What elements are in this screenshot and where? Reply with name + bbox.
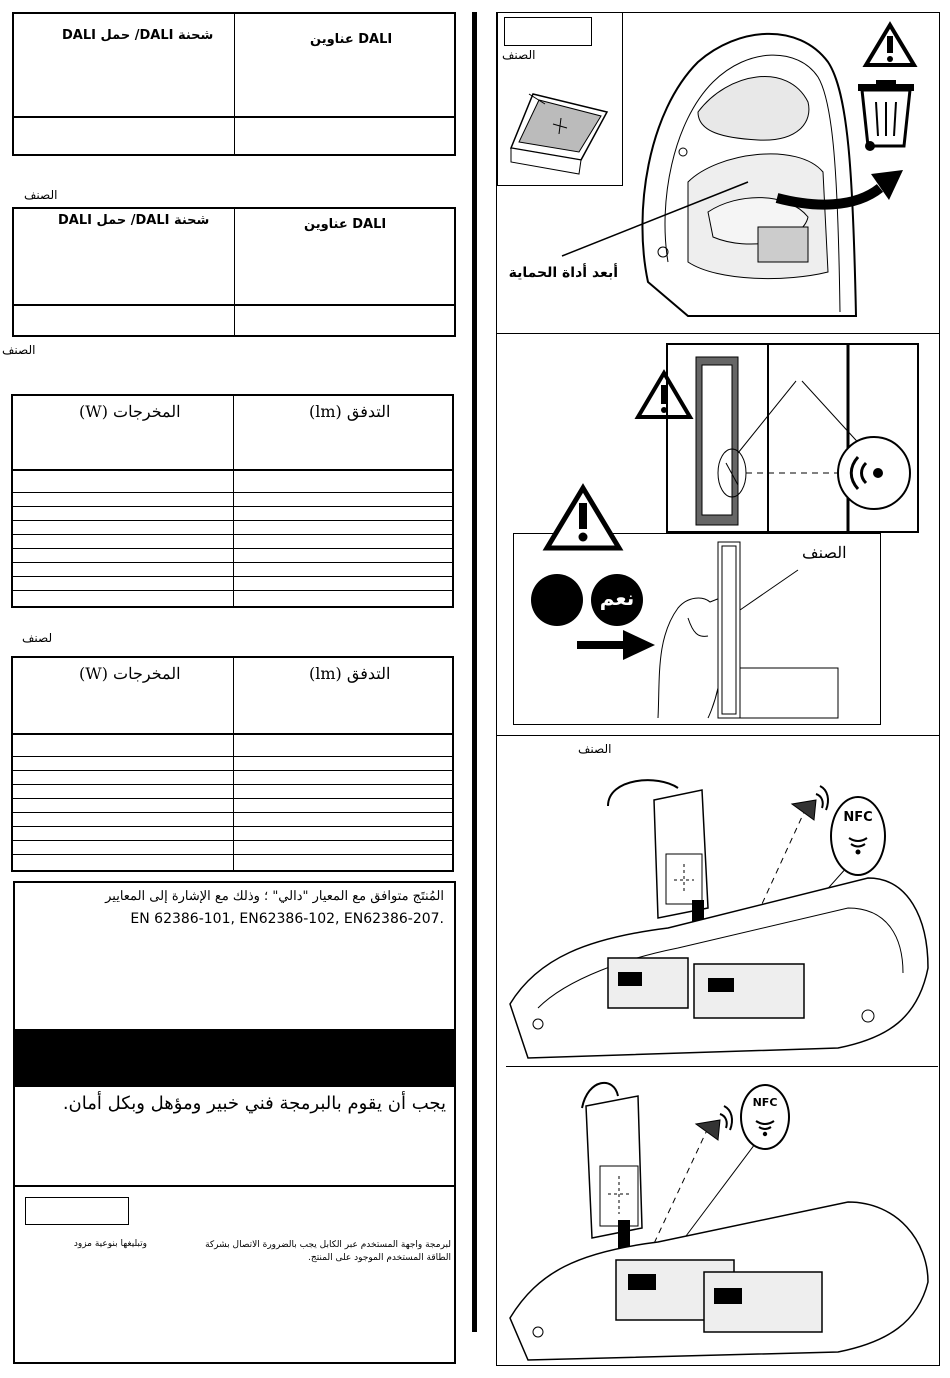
panel1-caption: الصنف	[502, 48, 536, 62]
protection-card-illustration	[505, 90, 615, 185]
yes-label: نعم	[599, 586, 635, 610]
label-box	[25, 1197, 129, 1225]
flux-table-2	[11, 656, 454, 872]
compliance-text-1: المُنتَج متوافق مع المعيار "دالي" ؛ وذلك مع الإشارة إلى المعايير	[105, 889, 444, 904]
dali-load-header-2: شحنة DALI/ حمل DALI	[58, 213, 210, 228]
nfc-label-2: NFC	[752, 1096, 778, 1109]
device-side-view	[716, 540, 840, 720]
no-dot-icon	[531, 574, 583, 626]
warning-triangle-icon	[864, 22, 916, 68]
warning-triangle-icon	[544, 485, 622, 551]
warning-banner	[15, 1029, 454, 1087]
compliance-text-2: .EN 62386-101, EN62386-102, EN62386-207	[130, 911, 444, 927]
nfc-waves-icon	[845, 832, 871, 856]
flux-table-1	[11, 394, 454, 608]
note-left: وتبليغها بنوعية مزود	[73, 1239, 147, 1249]
caption-class-3: لصنف	[22, 631, 53, 645]
caption-class-2: الصنف	[2, 343, 36, 357]
column-divider	[472, 12, 477, 1332]
callout-line-1	[560, 180, 750, 260]
dali-load-header: شحنة DALI/ حمل DALI	[62, 28, 214, 43]
dali-table-1	[12, 12, 456, 156]
nfc-label: NFC	[843, 810, 873, 825]
remove-arrow-icon	[775, 168, 907, 220]
push-arrow-icon	[577, 628, 657, 662]
dali-addresses-header: DALI عناوين	[310, 32, 393, 47]
output-header: المخرجات (W)	[79, 402, 181, 421]
panel3-caption: الصنف	[578, 742, 612, 756]
flux-header-2: التدفق (lm)	[309, 664, 391, 683]
phone-tap-icon-2	[690, 1100, 734, 1148]
dali-addresses-header-2: DALI عناوين	[304, 217, 387, 232]
warning-text: يجب أن يقوم بالبرمجة فني خبير ومؤهل وبكل أمان.	[62, 1093, 446, 1114]
remove-protection-callout: أبعد أداة الحماية	[508, 265, 618, 281]
panel2-caption: الصنف	[802, 543, 847, 562]
compliance-block	[13, 881, 456, 1364]
dali-table-2	[12, 207, 456, 337]
recycle-bin-icon	[858, 80, 914, 152]
nfc-waves-icon-2	[753, 1116, 777, 1138]
phone-tap-icon	[786, 780, 830, 828]
nfc-position-detail	[668, 345, 918, 531]
output-header-2: المخرجات (W)	[79, 664, 181, 683]
caption-class-1: الصنف	[24, 188, 58, 202]
flux-header: التدفق (lm)	[309, 402, 391, 421]
note-right: لبرمجة واجهة المستخدم عبر الكابل يجب بالضرورة الاتصال بشركة الطاقة المستخدم الموجود على المنتج.	[205, 1240, 451, 1263]
